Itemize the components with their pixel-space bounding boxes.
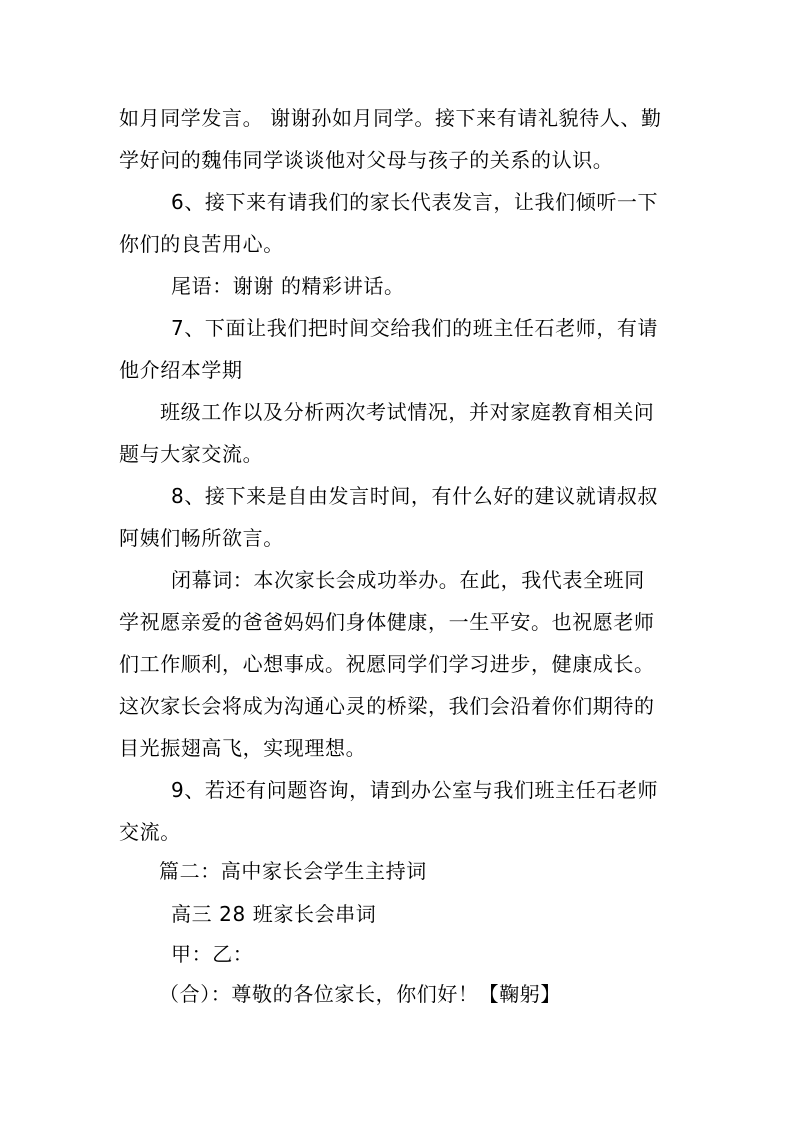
text-line: 尾语：谢谢 的精彩讲话。 — [171, 274, 405, 298]
section-heading: 篇二：高中家长会学生主持词 — [159, 859, 427, 883]
text-line: 这次家长会将成为沟通心灵的桥梁，我们会沿着你们期待的 — [119, 694, 655, 718]
text-line: 们工作顺利，心想事成。祝愿同学们学习进步，健康成长。 — [119, 652, 655, 676]
text-line: （合）：尊敬的各位家长，你们好！【鞠躬】 — [159, 982, 561, 1006]
text-line: 6、接下来有请我们的家长代表发言，让我们倾听一下 — [171, 190, 659, 214]
text-line: 9、若还有问题咨询，请到办公室与我们班主任石老师 — [171, 778, 659, 802]
text-line: 学祝愿亲爱的爸爸妈妈们身体健康，一生平安。也祝愿老师 — [119, 610, 655, 634]
text-line: 8、接下来是自由发言时间，有什么好的建议就请叔叔 — [171, 484, 659, 508]
text-line: 阿姨们畅所欲言。 — [119, 526, 284, 550]
text-line: 题与大家交流。 — [119, 442, 264, 466]
text-line: 高三 28 班家长会串词 — [171, 902, 377, 926]
text-line: 你们的良苦用心。 — [119, 232, 284, 256]
text-line: 学好问的魏伟同学谈谈他对父母与孩子的关系的认识。 — [119, 148, 614, 172]
text-line: 闭幕词：本次家长会成功举办。在此，我代表全班同 — [171, 568, 645, 592]
text-line: 班级工作以及分析两次考试情况，并对家庭教育相关问 — [160, 400, 655, 424]
text-line: 目光振翅高飞，实现理想。 — [119, 736, 367, 760]
text-line: 7、下面让我们把时间交给我们的班主任石老师，有请 — [171, 316, 659, 340]
text-line: 如月同学发言。 谢谢孙如月同学。接下来有请礼貌待人、勤 — [119, 106, 662, 130]
text-line: 甲：乙： — [171, 942, 254, 966]
text-line: 交流。 — [119, 820, 181, 844]
text-line: 他介绍本学期 — [119, 358, 243, 382]
